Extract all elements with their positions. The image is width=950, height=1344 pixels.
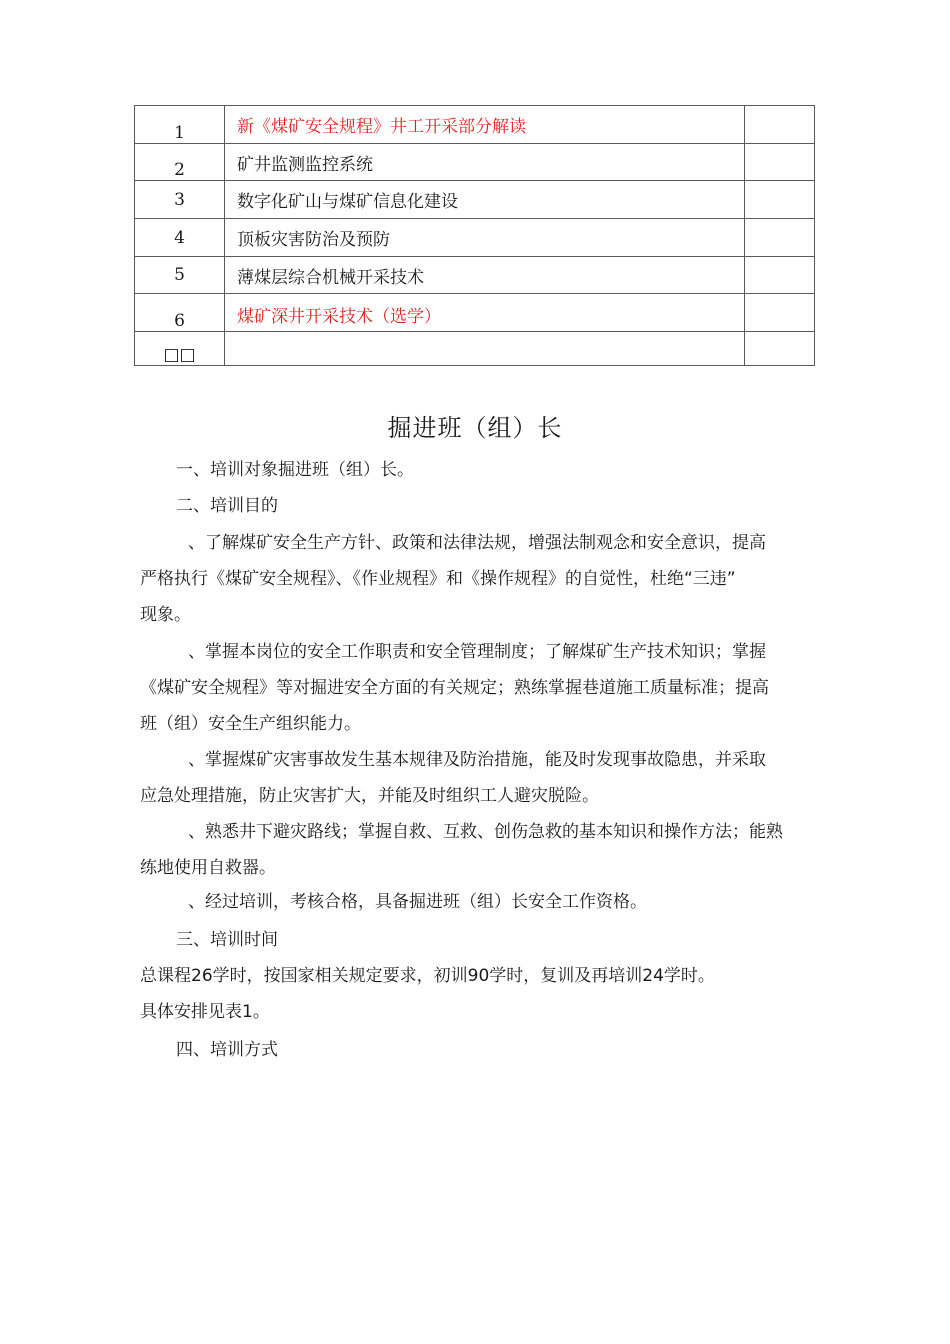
hours-cell [745,144,815,181]
training-time-text [140,958,816,1030]
purpose-item-2 [140,634,816,742]
purpose-item-1 [140,525,816,633]
row-number: 3 [135,181,225,219]
row-number: 1 [135,106,225,144]
hours-cell [745,332,815,366]
paragraph-line: 严格执行《煤矿安全规程》、《作业规程》和《操作规程》的自觉性，杜绝“三违” [140,569,736,589]
course-title: 数字化矿山与煤矿信息化建设 [225,181,745,219]
paragraph-line: 练地使用自救器。 [140,858,276,878]
purpose-item-3 [140,742,816,814]
table-row [135,144,815,181]
section-heading: 掘进班（组）长 [387,414,563,442]
paragraph-line: 四、培训方式 [176,1040,278,1060]
table-row [135,181,815,219]
section-training-method [140,1032,816,1068]
hours-cell [745,257,815,294]
hours-cell [745,106,815,144]
hours-cell [745,181,815,219]
row-number: 5 [135,257,225,294]
section-training-purpose [140,488,816,524]
paragraph-line: 应急处理措施，防止灾害扩大，并能及时组织工人避灾脱险。 [140,786,599,806]
paragraph-line: 总课程26学时，按国家相关规定要求，初训90学时，复训及再培训24学时。 [140,966,715,986]
table-row [135,294,815,332]
table-row [135,332,815,366]
paragraph-line: 、掌握本岗位的安全工作职责和安全管理制度；了解煤矿生产技术知识；掌握 [188,642,766,662]
paragraph-line: 班（组）安全生产组织能力。 [140,714,361,734]
paragraph-line: 一、培训对象掘进班（组）长。 [176,460,414,480]
table-row [135,219,815,257]
course-title: 新《煤矿安全规程》井工开采部分解读 [225,106,745,144]
paragraph-line: 、了解煤矿安全生产方针、政策和法律法规，增强法制观念和安全意识，提高 [188,533,766,553]
purpose-item-4 [140,814,816,886]
course-table [134,105,815,366]
course-title: 矿井监测监控系统 [225,144,745,181]
row-number: 4 [135,219,225,257]
section-training-time [140,922,816,958]
paragraph-line: 三、培训时间 [176,930,278,950]
paragraph-line: 《煤矿安全规程》等对掘进安全方面的有关规定；熟练掌握巷道施工质量标准；提高 [140,678,769,698]
course-title [225,332,745,366]
row-number: 2 [135,144,225,181]
paragraph-line: 二、培训目的 [176,496,278,516]
table-row [135,257,815,294]
paragraph-line: 现象。 [140,605,191,625]
table-row [135,106,815,144]
course-title: 煤矿深井开采技术（选学） [225,294,745,332]
row-number: □□ [135,332,225,366]
paragraph-line: 、掌握煤矿灾害事故发生基本规律及防治措施，能及时发现事故隐患，并采取 [188,750,766,770]
paragraph-line: 、经过培训，考核合格，具备掘进班（组）长安全工作资格。 [188,892,647,912]
hours-cell [745,294,815,332]
paragraph-line: 具体安排见表1。 [140,1002,270,1022]
row-number: 6 [135,294,225,332]
paragraph-line: 、熟悉井下避灾路线；掌握自救、互救、创伤急救的基本知识和操作方法；能熟 [188,822,783,842]
purpose-item-5 [140,884,816,920]
section-training-target [140,452,816,488]
hours-cell [745,219,815,257]
course-title: 薄煤层综合机械开采技术 [225,257,745,294]
course-title: 顶板灾害防治及预防 [225,219,745,257]
